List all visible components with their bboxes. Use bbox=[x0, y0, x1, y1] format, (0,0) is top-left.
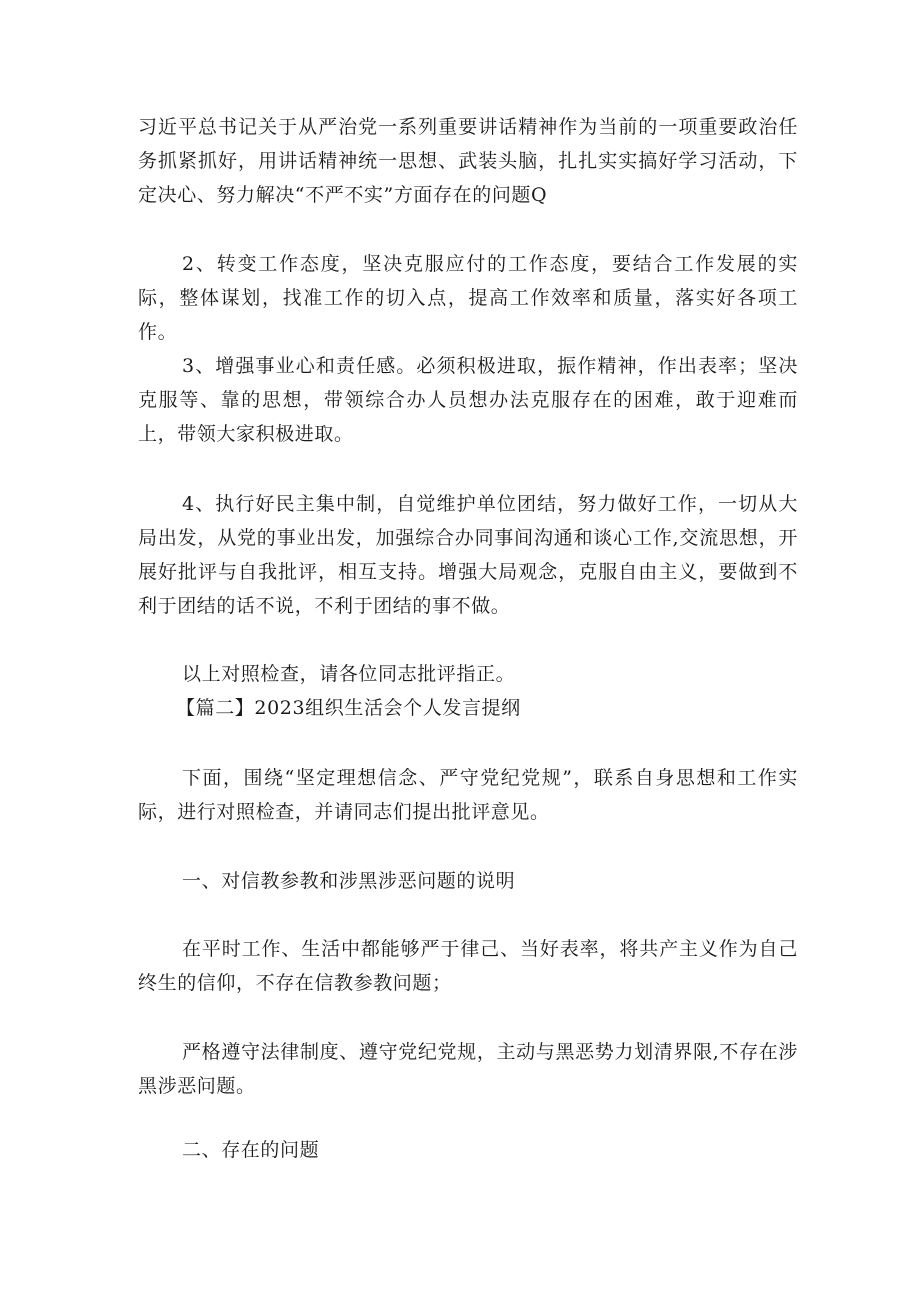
paragraph-religion: 在平时工作、生活中都能够严于律己、当好表率，将共产主义作为自己终生的信仰，不存在信教参教问题； bbox=[138, 938, 798, 994]
paragraph-item-3: 3、增强事业心和责任感。必须积极进取，振作精神，作出表率；坚决克服等、靠的思想，带领综合办人员想办法克服存在的困难，敢于迎难而上，带领大家积极进取。 bbox=[138, 355, 798, 445]
subheading-one: 一、对信教参教和涉黑涉恶问题的说明 bbox=[182, 870, 516, 892]
paragraph-item-2: 2、转变工作态度，坚决克服应付的工作态度，要结合工作发展的实际，整体谋划，找准工作的切入点，提高工作效率和质量，落实好各项工作。 bbox=[138, 253, 798, 343]
intro-paragraph: 下面，围绕“坚定理想信念、严守党纪党规”，联系自身思想和工作实际，进行对照检查，并请同志们提出批评意见。 bbox=[138, 767, 798, 823]
paragraph-item-4: 4、执行好民主集中制，自觉维护单位团结，努力做好工作，一切从大局出发，从党的事业出发，加强综合办同事间沟通和谈心工作,交流思想，开展好批评与自我批评，相互支持。增强大局观念，克服自由主义，要做到不利于团结的话不说，不利于团结的事不做。 bbox=[138, 493, 798, 617]
closing-remark: 以上对照检查，请各位同志批评指正。 bbox=[182, 663, 516, 685]
paragraph-crime: 严格遵守法律制度、遵守党纪党规，主动与黑恶势力划清界限,不存在涉黑涉恶问题。 bbox=[138, 1041, 798, 1097]
paragraph-continuation: 习近平总书记关于从严治党一系列重要讲话精神作为当前的一项重要政治任务抓紧抓好，用讲话精神统一思想、武装头脑，扎扎实实搞好学习活动，下定决心、努力解决“不严不实”方面存在的问题Q bbox=[138, 116, 798, 206]
section-title: 【篇二】2023组织生活会个人发言提纲 bbox=[176, 697, 521, 719]
subheading-two: 二、存在的问题 bbox=[182, 1139, 320, 1161]
